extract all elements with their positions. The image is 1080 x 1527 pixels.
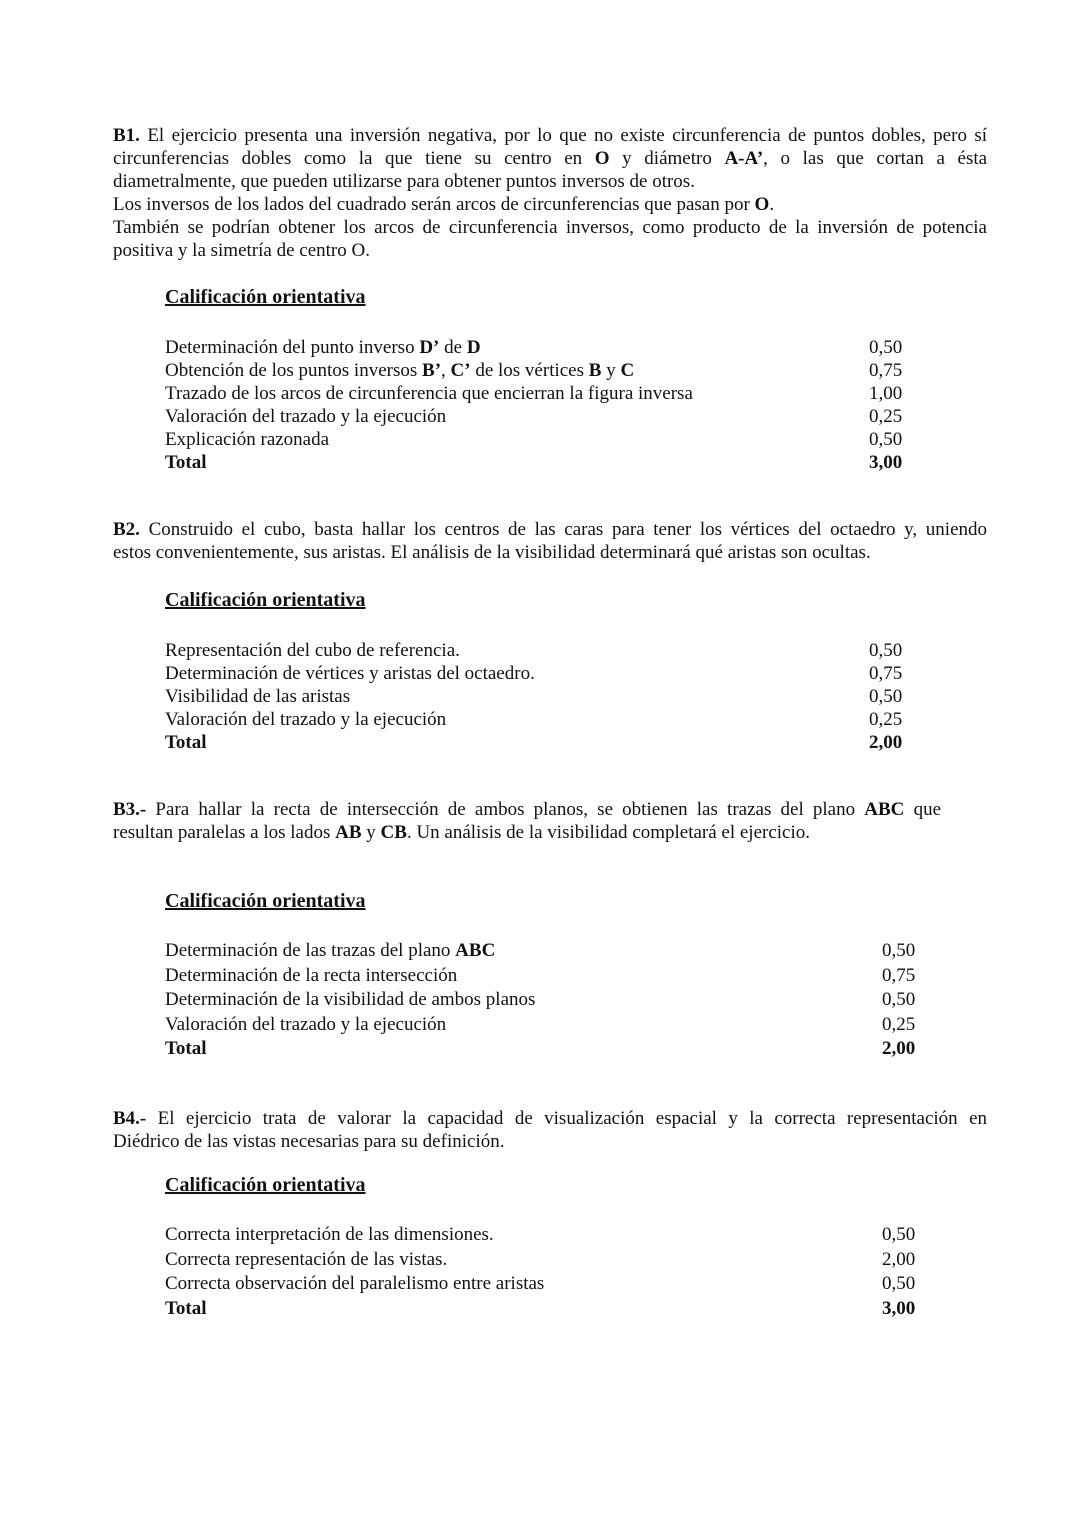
table-row	[165, 939, 916, 964]
table-row	[165, 1248, 916, 1273]
row-label: Representación del cubo de referencia.	[165, 640, 460, 661]
row-value: 3,00	[869, 452, 903, 473]
b1-line-1: B1. El ejercicio presenta una inversión negativa, por lo que no existe circunferencia de puntos dobles, pero sí	[113, 125, 987, 146]
row-label: Valoración del trazado y la ejecución	[165, 1013, 447, 1035]
table-row	[165, 964, 916, 989]
table-row-total	[165, 451, 903, 474]
b3-line-1: B3.- Para hallar la recta de intersección de ambos planos, se obtienen las trazas del plano ABC que	[113, 799, 942, 820]
b4-grading-table	[165, 1223, 916, 1321]
table-row	[165, 382, 903, 405]
b3-label: B3.-	[113, 799, 147, 820]
b2-heading: Calificación orientativa	[165, 589, 366, 611]
row-value: 0,50	[869, 337, 903, 358]
row-label: Determinación de vértices y aristas del octaedro.	[165, 663, 535, 684]
b1-paragraph	[113, 124, 987, 262]
row-value: 0,50	[882, 1273, 916, 1294]
row-label: Visibilidad de las aristas	[165, 686, 351, 707]
row-label: Determinación del punto inverso D’ de D	[165, 337, 481, 358]
b1-line-3: diametralmente, que pueden utilizarse para obtener puntos inversos de otros.	[113, 171, 695, 192]
b2-paragraph	[113, 518, 987, 564]
b4-heading: Calificación orientativa	[165, 1174, 366, 1196]
row-value: 0,25	[882, 1013, 916, 1035]
row-label: Determinación de la visibilidad de ambos planos	[165, 989, 536, 1010]
row-label: Total	[165, 1297, 207, 1319]
row-value: 0,50	[869, 686, 903, 707]
b1-grading-table	[165, 336, 903, 474]
row-label: Trazado de los arcos de circunferencia que encierran la figura inversa	[165, 383, 693, 404]
row-label: Explicación razonada	[165, 429, 330, 450]
row-label: Total	[165, 452, 207, 473]
row-label: Determinación de la recta intersección	[165, 964, 458, 986]
b2-grading-table	[165, 639, 903, 754]
b1-label: B1.	[113, 125, 140, 146]
table-row-total	[165, 1037, 916, 1062]
row-value: 0,25	[869, 406, 903, 427]
table-row	[165, 662, 903, 685]
row-label: Determinación de las trazas del plano ABC	[165, 940, 496, 961]
b3-line-2: resultan paralelas a los lados AB y CB. Un análisis de la visibilidad completará el ejercicio.	[113, 822, 811, 843]
b2-label: B2.	[113, 519, 140, 540]
b2-line-2: estos convenientemente, sus aristas. El análisis de la visibilidad determinará qué aristas son ocultas.	[113, 542, 871, 563]
row-label: Correcta interpretación de las dimensiones.	[165, 1224, 494, 1245]
row-label: Valoración del trazado y la ejecución	[165, 406, 447, 427]
table-row	[165, 988, 916, 1013]
row-label: Correcta observación del paralelismo entre aristas	[165, 1273, 545, 1294]
table-row	[165, 1272, 916, 1297]
row-value: 3,00	[882, 1297, 916, 1319]
table-row	[165, 708, 903, 731]
row-value: 2,00	[882, 1038, 916, 1059]
table-row	[165, 359, 903, 382]
table-row	[165, 685, 903, 708]
row-value: 2,00	[882, 1248, 916, 1270]
b1-line-5: También se podrían obtener los arcos de circunferencia inversos, como producto de la inversión de potencia	[113, 217, 987, 238]
b1-line-2: circunferencias dobles como la que tiene su centro en O y diámetro A-A’, o las que cortan a ésta	[113, 148, 988, 169]
row-value: 0,50	[882, 1224, 916, 1245]
row-value: 2,00	[869, 732, 903, 753]
row-value: 0,50	[882, 989, 916, 1010]
row-label: Total	[165, 1038, 207, 1059]
b4-line-2: Diédrico de las vistas necesarias para su definición.	[113, 1131, 505, 1152]
row-value: 0,75	[869, 360, 903, 381]
table-row	[165, 639, 903, 662]
row-label: Correcta representación de las vistas.	[165, 1248, 448, 1270]
table-row-total	[165, 731, 903, 754]
b3-heading: Calificación orientativa	[165, 890, 366, 912]
table-row-total	[165, 1297, 916, 1322]
table-row	[165, 1223, 916, 1248]
b4-label: B4.-	[113, 1108, 147, 1129]
row-value: 0,50	[869, 429, 903, 450]
b3-grading-table	[165, 939, 916, 1062]
b2-line-1: B2. Construido el cubo, basta hallar los centros de las caras para tener los vértices del octaedro y, uniendo	[113, 519, 988, 540]
b4-paragraph	[113, 1107, 987, 1153]
row-value: 0,75	[882, 964, 916, 986]
row-value: 1,00	[869, 383, 903, 404]
row-value: 0,50	[882, 940, 916, 961]
row-value: 0,25	[869, 709, 903, 730]
b4-line-1: B4.- El ejercicio trata de valorar la capacidad de visualización espacial y la correcta representación en	[113, 1108, 988, 1129]
b3-paragraph	[113, 798, 941, 844]
row-value: 0,75	[869, 663, 903, 684]
table-row	[165, 336, 903, 359]
row-value: 0,50	[869, 640, 903, 661]
row-label: Obtención de los puntos inversos B’, C’ de los vértices B y C	[165, 360, 635, 381]
b1-line-4: Los inversos de los lados del cuadrado serán arcos de circunferencias que pasan por O.	[113, 194, 775, 215]
table-row	[165, 405, 903, 428]
table-row	[165, 428, 903, 451]
row-label: Valoración del trazado y la ejecución	[165, 709, 447, 730]
b1-line-6: positiva y la simetría de centro O.	[113, 240, 370, 261]
table-row	[165, 1013, 916, 1038]
b1-heading: Calificación orientativa	[165, 286, 366, 308]
row-label: Total	[165, 732, 207, 753]
